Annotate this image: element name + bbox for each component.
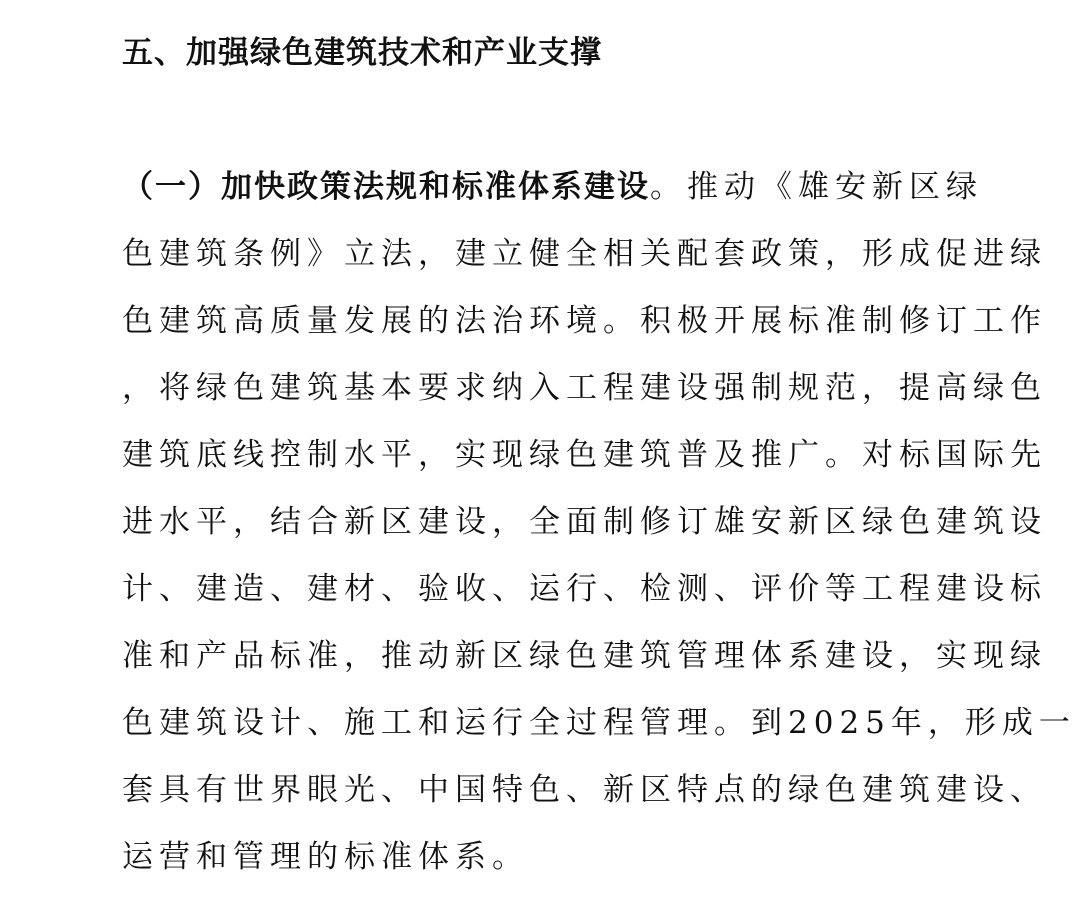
paragraph-subheading: （一）加快政策法规和标准体系建设 — [122, 169, 650, 205]
paragraph-line-1 — [122, 154, 1022, 221]
paragraph-line-6: 进水平，结合新区建设，全面制修订雄安新区绿色建筑设 — [122, 504, 1047, 540]
paragraph-line-7: 计、建造、建材、验收、运行、检测、评价等工程建设标 — [122, 571, 1047, 607]
paragraph-line-11: 运营和管理的标准体系。 — [122, 839, 529, 875]
paragraph-line-3: 色建筑高质量发展的法治环境。积极开展标准制修订工作 — [122, 303, 1047, 339]
paragraph-line-4: ，将绿色建筑基本要求纳入工程建设强制规范，提高绿色 — [122, 370, 1047, 406]
policy-paragraph — [122, 154, 1076, 891]
paragraph-line-9: 色建筑设计、施工和运行全过程管理。到2025年，形成一 — [122, 705, 1076, 741]
paragraph-line-8: 准和产品标准，推动新区绿色建筑管理体系建设，实现绿 — [122, 638, 1047, 674]
paragraph-line-5: 建筑底线控制水平，实现绿色建筑普及推广。对标国际先 — [122, 437, 1047, 473]
paragraph-line-2: 色建筑条例》立法，建立健全相关配套政策，形成促进绿 — [122, 236, 1047, 272]
paragraph-line-1-text: 。推动《雄安新区绿 — [650, 169, 983, 205]
section-title: 五、加强绿色建筑技术和产业支撑 — [122, 35, 602, 71]
paragraph-line-10: 套具有世界眼光、中国特色、新区特点的绿色建筑建设、 — [122, 772, 1047, 808]
